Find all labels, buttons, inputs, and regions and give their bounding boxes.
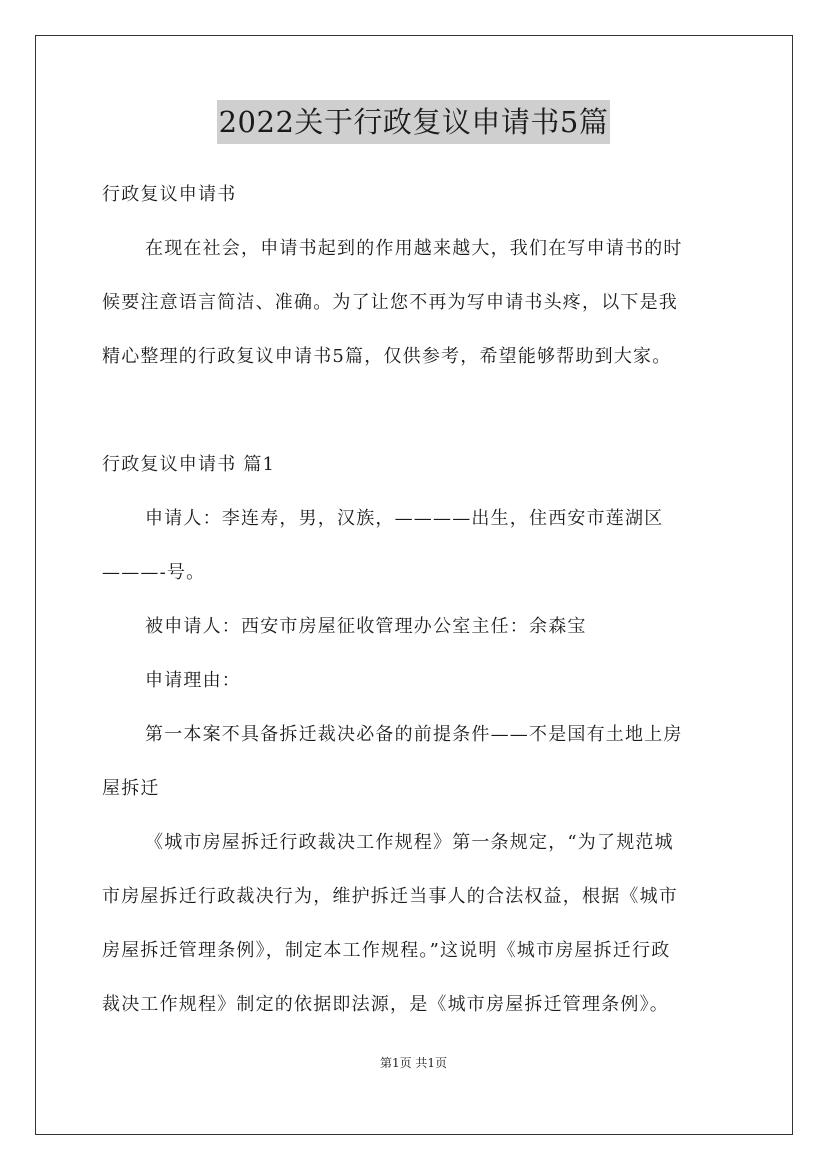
page-footer: 第1页 共1页 xyxy=(379,1056,448,1070)
paragraph-line: 被申请人：西安市房屋征收管理办公室主任：余森宝 xyxy=(145,616,587,637)
section-heading: 行政复议申请书 xyxy=(102,184,237,205)
paragraph-line: 申请人：李连寿，男，汉族，————出生，住西安市莲湖区 xyxy=(145,508,664,529)
paragraph-line: 精心整理的行政复议申请书5篇，仅供参考，希望能够帮助到大家。 xyxy=(102,346,672,367)
document-title: 2022关于行政复议申请书5篇 xyxy=(217,100,611,144)
paragraph-line: 候要注意语言简洁、准确。为了让您不再为写申请书头疼，以下是我 xyxy=(102,292,678,313)
paragraph-line: 第一本案不具备拆迁裁决必备的前提条件——不是国有土地上房 xyxy=(145,724,683,745)
section-heading: 行政复议申请书 篇1 xyxy=(102,454,276,475)
paragraph-line: 市房屋拆迁行政裁决行为，维护拆迁当事人的合法权益，根据《城市 xyxy=(102,886,678,907)
paragraph-line: 房屋拆迁管理条例》，制定本工作规程。”这说明《城市房屋拆迁行政 xyxy=(102,940,671,961)
paragraph-line: 《城市房屋拆迁行政裁决工作规程》第一条规定，“为了规范城 xyxy=(145,832,674,853)
paragraph-line: 在现在社会，申请书起到的作用越来越大，我们在写申请书的时 xyxy=(145,238,683,259)
paragraph-line: ———-号。 xyxy=(102,562,206,583)
paragraph-line: 屋拆迁 xyxy=(102,778,160,799)
paragraph-line: 申请理由： xyxy=(145,670,241,691)
paragraph-line: 裁决工作规程》制定的依据即法源，是《城市房屋拆迁管理条例》。 xyxy=(102,994,669,1015)
blank-line xyxy=(102,384,730,438)
document-body xyxy=(102,168,730,1032)
title-container xyxy=(0,100,827,144)
